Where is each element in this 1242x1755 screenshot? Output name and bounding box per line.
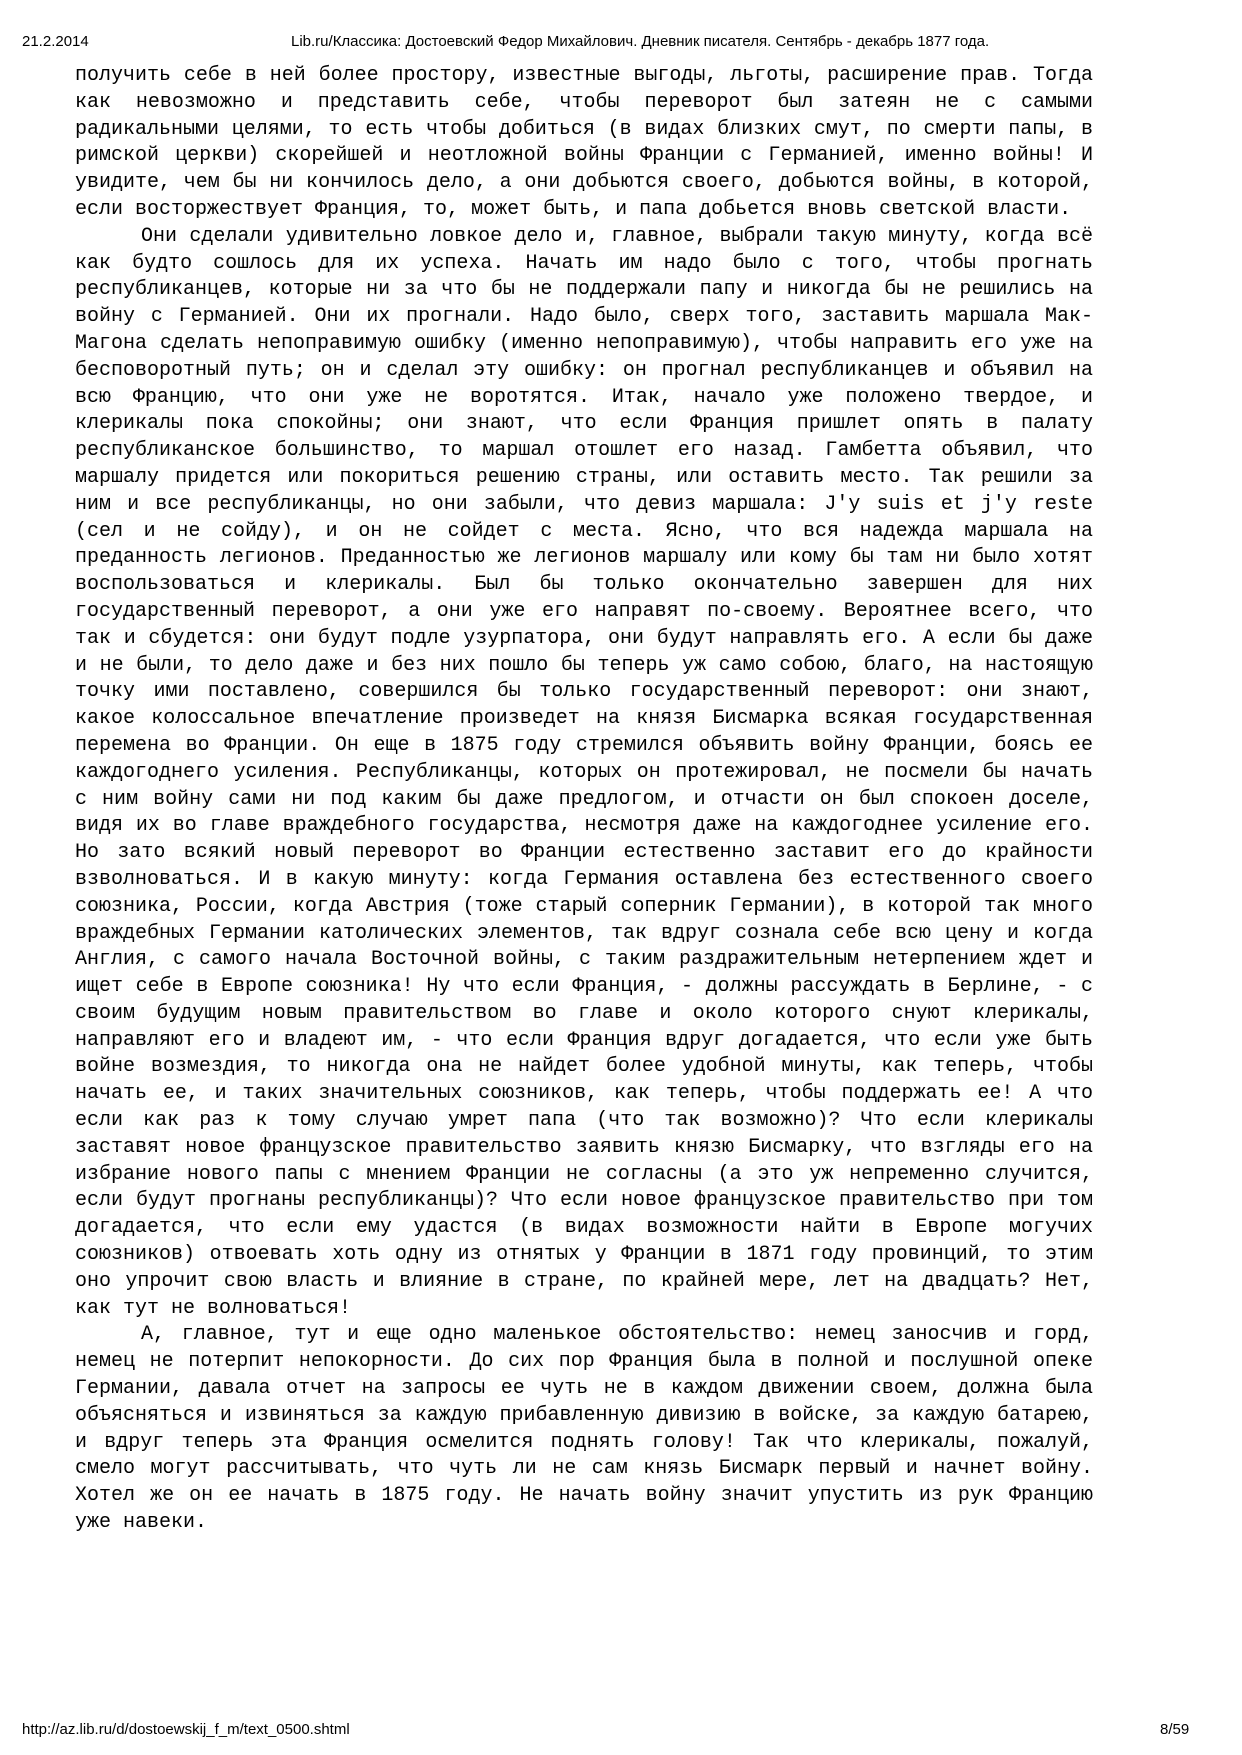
page-title: Lib.ru/Классика: Достоевский Федор Михайлович. Дневник писателя. Сентябрь - декабрь 1877 года. (291, 33, 990, 50)
print-date: 21.2.2014 (22, 33, 89, 50)
paragraph-continued: получить себе в ней более простору, известные выгоды, льготы, расширение прав. Тогда как невозможно и представить себе, чтобы переворот был затеян не с самыми радикальными целями, то есть чтобы добиться (в видах близких смут, по смерти папы, в римской церкви) скорейшей и неотложной войны Франции с Германией, именно войны! И увидите, чем бы ни кончилось дело, а они добьются своего, добьются войны, в которой, если восторжествует Франция, то, может быть, и папа добьется вновь светской власти. (75, 64, 1093, 221)
page-number: 8/59 (1160, 1721, 1190, 1738)
paragraph: А, главное, тут и еще одно маленькое обстоятельство: немец заносчив и горд, немец не потерпит непокорности. До сих пор Франция была в полной и послушной опеке Германии, давала отчет на запросы ее чуть не в каждом движении своем, должна была объясняться и извиняться за каждую прибавленную дивизию в войске, за каждую батарею, и вдруг теперь эта Франция осмелится поднять голову! Так что клерикалы, пожалуй, смело могут рассчитывать, что чуть ли не сам князь Бисмарк первый и начнет войну. Хотел же он ее начать в 1875 году. Не начать войну значит упустить из рук Францию уже навеки. (75, 1323, 1093, 1535)
source-url: http://az.lib.ru/d/dostoewskij_f_m/text_0500.shtml (22, 1721, 350, 1738)
document-body (75, 63, 1093, 1537)
paragraph: Они сделали удивительно ловкое дело и, главное, выбрали такую минуту, когда всё как будто сошлось для их успеха. Начать им надо было с того, чтобы прогнать республиканцев, которые ни за что бы не поддержали папу и никогда бы не решились на войну с Германией. Они их прогнали. Надо было, сверх того, заставить маршала Мак-Магона сделать непоправимую ошибку (именно непоправимую), чтобы направить его уже на бесповоротный путь; он и сделал эту ошибку: он прогнал республиканцев и объявил на всю Францию, что они уже не воротятся. Итак, начало уже положено твердое, и клерикалы пока спокойны; они знают, что если Франция пришлет опять в палату республиканское большинство, то маршал отошлет его назад. Гамбетта объявил, что маршалу придется или покориться решению страны, или оставить место. Так решили за ним и все республиканцы, но они забыли, что девиз маршала: J'y suis et j'y reste (сел и не сойду), и он не сойдет с места. Ясно, что вся надежда маршала на преданность легионов. Преданностью же легионов маршалу или кому бы там ни было хотят воспользоваться и клерикалы. Был бы только окончательно завершен для них государственный переворот, а они уже его направят по-своему. Вероятнее всего, что так и сбудется: они будут подле узурпатора, они будут направлять его. А если бы даже и не были, то дело даже и без них пошло бы теперь уж само собою, благо, на настоящую точку ими поставлено, совершился бы только государственный переворот: они знают, какое колоссальное впечатление произведет на князя Бисмарка всякая государственная перемена во Франции. Он еще в 1875 году стремился объявить войну Франции, боясь ее каждогоднего усиления. Республиканцы, которых он протежировал, не посмели бы начать с ним войну сами ни под каким бы даже предлогом, и отчасти он был спокоен доселе, видя их во главе враждебного государства, несмотря даже на каждогоднее усиление его. Но зато всякий новый переворот во Франции естественно заставит его до крайности взволноваться. И в какую минуту: когда Германия оставлена без естественного своего союзника, России, когда Австрия (тоже старый соперник Германии), в которой так много враждебных Германии католических элементов, так вдруг сознала себе всю цену и когда Англия, с самого начала Восточной войны, с таким раздражительным нетерпением ждет и ищет себе в Европе союзника! Ну что если Франция, - должны рассуждать в Берлине, - с своим будущим новым правительством во главе и около которого снуют клерикалы, направляют его и владеют им, - что если Франция вдруг догадается, что если уже быть войне возмездия, то никогда она не найдет более удобной минуты, как теперь, чтобы начать ее, и таких значительных союзников, как теперь, чтобы поддержать ее! А что если как раз к тому случаю умрет папа (что так возможно)? Что если клерикалы заставят новое французское правительство заявить князю Бисмарку, что взгляды его на избрание нового папы с мнением Франции не согласны (а это уж непременно случится, если будут прогнаны республиканцы)? Что если новое французское правительство при том догадается, что если ему удастся (в видах возможности найти в Европе могучих союзников) отвоевать хоть одну из отнятых у Франции в 1871 году провинций, то этим оно упрочит свою власть и влияние в стране, по крайней мере, лет на двадцать? Нет, как тут не волноваться! (75, 224, 1093, 1320)
